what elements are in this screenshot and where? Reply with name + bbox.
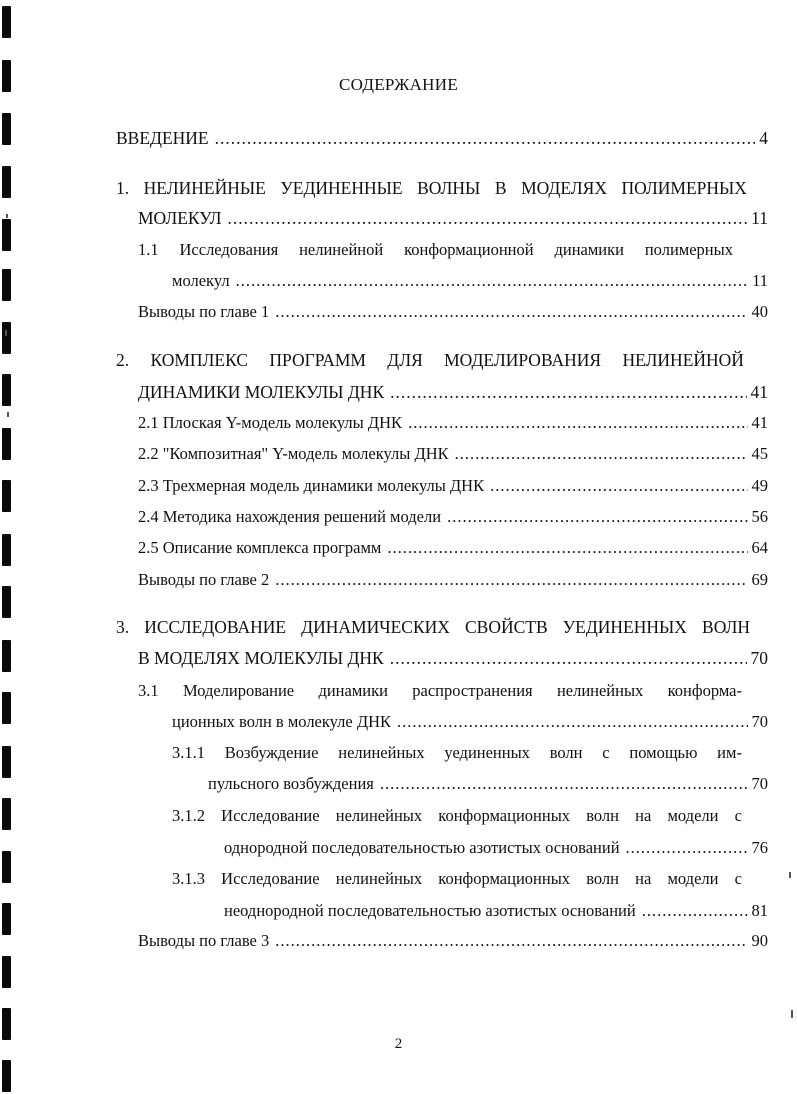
toc-leader <box>275 302 747 322</box>
page-title: СОДЕРЖАНИЕ <box>338 75 459 94</box>
toc-section-3-1-3-line2[interactable] <box>224 901 768 921</box>
toc-word: ИССЛЕДОВАНИЕ <box>144 617 287 637</box>
toc-chapter-2-line1[interactable] <box>116 350 744 370</box>
toc-section-2-5[interactable] <box>138 538 768 558</box>
toc-word: на <box>635 869 652 888</box>
toc-label: Выводы по главе 3 <box>138 931 270 950</box>
toc-label: однородной последовательностью азотистых оснований <box>224 838 620 857</box>
toc-section-3-1-1-line1[interactable] <box>172 743 742 763</box>
toc-label: ДИНАМИКИ МОЛЕКУЛЫ ДНК <box>138 382 385 402</box>
toc-word: 3.1.2 <box>172 806 205 825</box>
toc-word: КОМПЛЕКС <box>150 350 249 370</box>
toc-word: конформа- <box>667 681 742 700</box>
toc-page: 81 <box>751 901 768 920</box>
toc-section-3-1-2-line1[interactable] <box>172 806 742 826</box>
toc-page: 41 <box>750 382 768 402</box>
toc-word: динамики <box>554 240 624 259</box>
toc-section-1-1-line1[interactable] <box>138 240 733 260</box>
toc-chapter-2-line2[interactable] <box>138 382 768 402</box>
toc-leader <box>455 444 748 464</box>
toc-page: 49 <box>751 476 768 495</box>
toc-word: Исследования <box>179 240 279 259</box>
toc-page: 64 <box>751 538 768 557</box>
toc-word: распространения <box>412 681 533 700</box>
toc-word: УЕДИНЕННЫХ <box>562 617 687 637</box>
toc-page: 41 <box>751 413 768 432</box>
toc-leader <box>275 570 747 590</box>
toc-section-3-1-1-line2[interactable] <box>208 774 768 794</box>
toc-word: волн <box>586 806 619 825</box>
toc-word: НЕЛИНЕЙНЫЕ <box>143 178 266 198</box>
toc-word: с <box>602 743 610 762</box>
toc-section-3-1-line1[interactable] <box>138 681 742 701</box>
toc-word: ПРОГРАММ <box>269 350 366 370</box>
toc-word: Исследование <box>221 869 320 888</box>
toc-chapter-3-line1[interactable] <box>116 617 750 637</box>
toc-leader <box>390 382 746 402</box>
toc-word: с <box>734 806 742 825</box>
toc-leader <box>642 901 748 921</box>
toc-page: 40 <box>751 302 768 321</box>
binding-holes <box>2 0 14 1094</box>
toc-conclusions-1[interactable] <box>138 302 768 322</box>
toc-chapter-3-line2[interactable] <box>138 648 768 668</box>
toc-word: 3.1 <box>138 681 159 700</box>
toc-word: ПОЛИМЕРНЫХ <box>621 178 747 198</box>
toc-word: полимерных <box>644 240 733 259</box>
toc-chapter-1-line2[interactable] <box>138 208 768 228</box>
toc-word: СВОЙСТВ <box>465 617 548 637</box>
toc-conclusions-2[interactable] <box>138 570 768 590</box>
scan-speck <box>789 872 791 878</box>
toc-word: ВОЛН <box>702 617 750 637</box>
toc-word: модели <box>667 806 719 825</box>
toc-page: 70 <box>751 712 768 731</box>
toc-page: 70 <box>751 774 768 793</box>
toc-page: 45 <box>751 444 768 463</box>
toc-chapter-1-line1[interactable] <box>116 178 747 198</box>
toc-section-3-1-2-line2[interactable] <box>224 838 768 858</box>
scan-speck <box>791 1010 793 1018</box>
toc-label: 2.4 Методика нахождения решений модели <box>138 507 442 526</box>
toc-conclusions-3[interactable] <box>138 931 768 951</box>
toc-word: нелинейных <box>556 681 644 700</box>
toc-word: НЕЛИНЕЙНОЙ <box>622 350 744 370</box>
toc-word: помощью <box>629 743 698 762</box>
toc-section-2-4[interactable] <box>138 507 768 527</box>
scan-speck <box>6 214 8 218</box>
toc-word: уединенных <box>444 743 530 762</box>
toc-label: молекул <box>172 271 230 290</box>
toc-section-3-1-line2[interactable] <box>172 712 768 732</box>
toc-leader <box>275 931 747 951</box>
toc-word: Исследование <box>221 806 320 825</box>
toc-word: МОДЕЛЯХ <box>521 178 607 198</box>
toc-label: неоднородной последовательностью азотистых оснований <box>224 901 636 920</box>
toc-leader <box>380 774 748 794</box>
toc-leader <box>490 476 747 496</box>
toc-page: 69 <box>751 570 768 589</box>
toc-label: 2.1 Плоская Y-модель молекулы ДНК <box>138 413 403 432</box>
toc-page: 90 <box>751 931 768 950</box>
toc-word: конформационной <box>404 240 534 259</box>
toc-label: 2.3 Трехмерная модель динамики молекулы ДНК <box>138 476 485 495</box>
toc-label: Выводы по главе 1 <box>138 302 270 321</box>
toc-leader <box>408 413 747 433</box>
toc-word: ДИНАМИЧЕСКИХ <box>301 617 450 637</box>
toc-label: Выводы по главе 2 <box>138 570 270 589</box>
toc-word: МОДЕЛИРОВАНИЯ <box>444 350 602 370</box>
toc-word: Возбуждение <box>224 743 319 762</box>
toc-page: 56 <box>751 507 768 526</box>
toc-label: В МОДЕЛЯХ МОЛЕКУЛЫ ДНК <box>138 648 384 668</box>
toc-word: 1.1 <box>138 240 159 259</box>
toc-word: конформационных <box>438 869 571 888</box>
toc-label: ВВЕДЕНИЕ <box>116 128 209 148</box>
toc-label: ционных волн в молекуле ДНК <box>172 712 392 731</box>
toc-word: конформационных <box>438 806 571 825</box>
toc-entry-intro[interactable] <box>116 128 768 148</box>
toc-section-2-2[interactable] <box>138 444 768 464</box>
toc-page: 11 <box>752 271 768 290</box>
toc-label: 2.5 Описание комплекса программ <box>138 538 382 557</box>
toc-word: волн <box>549 743 583 762</box>
toc-word: им- <box>717 743 742 762</box>
toc-word: нелинейных <box>335 806 423 825</box>
toc-word: 3. <box>116 617 130 637</box>
toc-leader <box>447 507 747 527</box>
toc-word: 2. <box>116 350 130 370</box>
toc-word: 3.1.1 <box>172 743 205 762</box>
toc-page: 11 <box>751 208 768 228</box>
toc-word: ДЛЯ <box>387 350 423 370</box>
toc-word: ВОЛНЫ <box>417 178 481 198</box>
scan-speck <box>7 412 9 417</box>
toc-word: нелинейной <box>299 240 384 259</box>
toc-word: В <box>494 178 507 198</box>
toc-leader <box>228 208 748 228</box>
toc-label: МОЛЕКУЛ <box>138 208 222 228</box>
toc-page: 76 <box>751 838 768 857</box>
toc-leader <box>390 648 747 668</box>
toc-section-2-3[interactable] <box>138 476 768 496</box>
toc-label: пульсного возбуждения <box>208 774 374 793</box>
toc-section-1-1-line2[interactable] <box>172 271 768 291</box>
toc-word: на <box>635 806 652 825</box>
toc-leader <box>397 712 747 732</box>
toc-page: 70 <box>750 648 768 668</box>
toc-word: с <box>734 869 742 888</box>
toc-page: 4 <box>759 128 768 148</box>
toc-section-3-1-3-line1[interactable] <box>172 869 742 889</box>
toc-word: нелинейных <box>338 743 425 762</box>
toc-word: волн <box>586 869 619 888</box>
toc-word: 1. <box>116 178 130 198</box>
toc-label: 2.2 "Композитная" Y-модель молекулы ДНК <box>138 444 449 463</box>
toc-word: УЕДИНЕННЫЕ <box>280 178 403 198</box>
toc-word: нелинейных <box>335 869 423 888</box>
toc-word: Моделирование <box>182 681 295 700</box>
toc-leader <box>215 128 756 148</box>
toc-leader <box>626 838 748 858</box>
toc-leader <box>236 271 749 291</box>
scan-speck <box>5 330 7 336</box>
toc-section-2-1[interactable] <box>138 413 768 433</box>
toc-word: динамики <box>318 681 388 700</box>
toc-word: модели <box>667 869 719 888</box>
toc-leader <box>387 538 747 558</box>
page-number: 2 <box>394 1036 403 1052</box>
toc-word: 3.1.3 <box>172 869 205 888</box>
